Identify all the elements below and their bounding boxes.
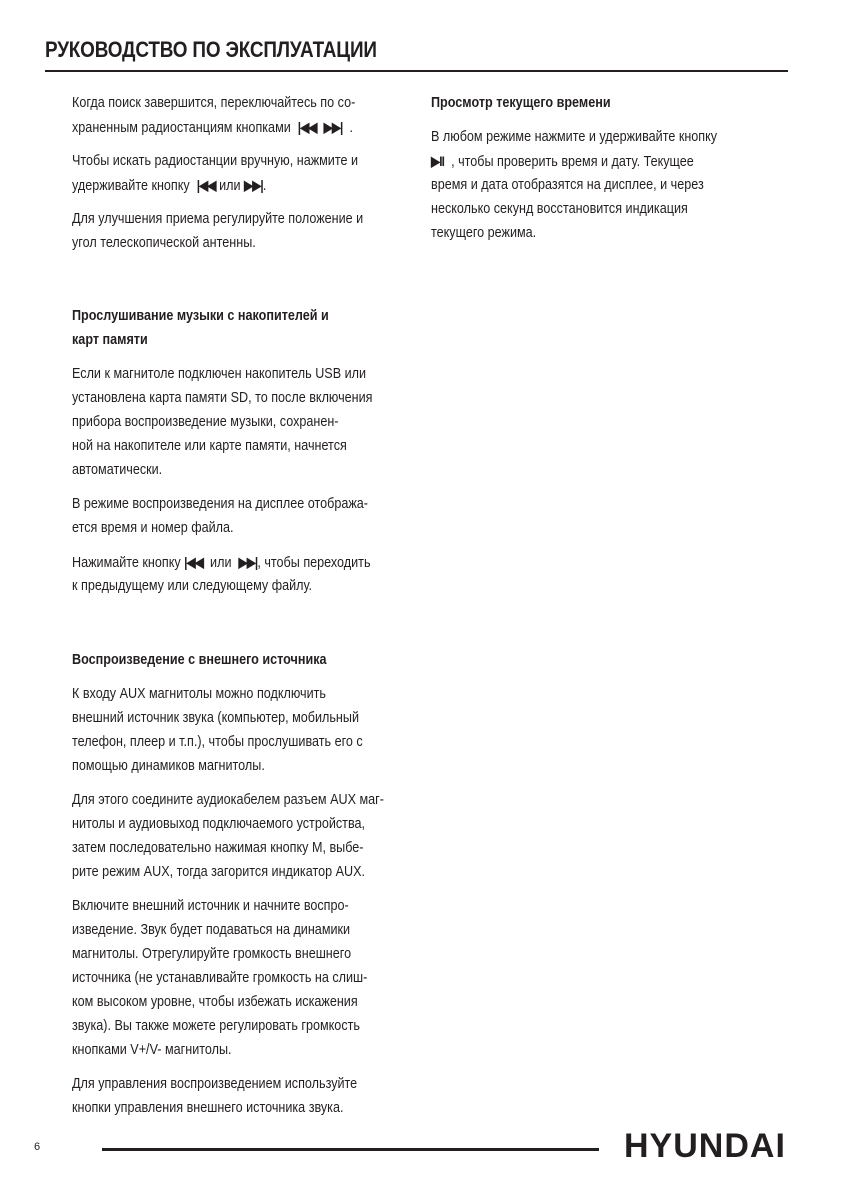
aux-paragraph-4 [72, 1072, 417, 1120]
next-icon: ▶▶| [244, 177, 263, 193]
radio-paragraph-3 [72, 207, 417, 255]
next-icon: ▶▶| [238, 554, 258, 570]
text-line: ется время и номер файла. [72, 519, 234, 536]
text-line: Включите внешний источник и начните воспро- [72, 897, 349, 914]
prev-icon: |◀◀ [184, 554, 204, 570]
text-line: угол телескопической антенны. [72, 234, 256, 251]
aux-paragraph-1 [72, 682, 417, 778]
text-line: Для управления воспроизведением используйте [72, 1075, 358, 1092]
usb-section-heading [72, 304, 417, 352]
play-pause-icon: ▶II [431, 153, 445, 169]
brand-logo: HYUNDAI [624, 1127, 786, 1165]
footer-rule [102, 1148, 599, 1151]
text-line: В любом режиме нажмите и удерживайте кнопку [431, 128, 718, 145]
usb-paragraph-1 [72, 362, 417, 482]
text-fragment: Нажимайте кнопку [72, 554, 181, 571]
text-line: магнитолы. Отрегулируйте громкость внешнего [72, 945, 352, 962]
text-line: Если к магнитоле подключен накопитель USB или [72, 365, 367, 382]
text-line: В режиме воспроизведения на дисплее отобража- [72, 495, 368, 512]
text-line: несколько секунд восстановится индикация [431, 200, 688, 217]
text-line [72, 550, 371, 574]
prev-icon: |◀◀ [196, 177, 216, 193]
text-fragment: удерживайте кнопку [72, 177, 190, 194]
text-line: Чтобы искать радиостанции вручную, нажмите и [72, 152, 359, 169]
text-line: изведение. Звук будет подаваться на динамики [72, 921, 351, 938]
header-rule [45, 70, 788, 72]
text-line: К входу AUX магнитолы можно подключить [72, 685, 326, 702]
text-line: ком высоком уровне, чтобы избежать искажения [72, 993, 358, 1010]
time-paragraph [431, 125, 781, 245]
text-line: Для улучшения приема регулируйте положение и [72, 210, 364, 227]
aux-paragraph-3 [72, 894, 417, 1062]
text-line: звука). Вы также можете регулировать громкость [72, 1017, 360, 1034]
text-line: рите режим AUX, тогда загорится индикатор AUX. [72, 863, 366, 880]
text-line: автоматически. [72, 461, 163, 478]
text-line: нитолы и аудиовыход подключаемого устройства, [72, 815, 366, 832]
heading-line: Воспроизведение с внешнего источника [72, 651, 327, 668]
right-column [431, 91, 781, 255]
text-line [431, 149, 725, 173]
prev-icon: |◀◀ [297, 119, 317, 135]
text-fragment: , чтобы переходить [257, 554, 371, 571]
page-title: РУКОВОДСТВО ПО ЭКСПЛУАТАЦИИ [45, 37, 377, 62]
text-line [72, 173, 362, 197]
text-line: ной на накопителе или карте памяти, начнется [72, 437, 347, 454]
text-line [72, 115, 362, 139]
usb-paragraph-3 [72, 550, 417, 598]
text-line: к предыдущему или следующему файлу. [72, 577, 313, 594]
page-number: 6 [34, 1141, 41, 1153]
usb-paragraph-2 [72, 492, 417, 540]
heading-line: Просмотр текущего времени [431, 94, 611, 111]
text-fragment: , чтобы проверить время и дату. Текущее [451, 153, 694, 170]
text-line: внешний источник звука (компьютер, мобильный [72, 709, 359, 726]
heading-line: карт памяти [72, 331, 148, 348]
text-line: установлена карта памяти SD, то после включения [72, 389, 373, 406]
aux-section-heading [72, 648, 417, 672]
text-line: Для этого соедините аудиокабелем разъем AUX маг- [72, 791, 384, 808]
text-line: кнопки управления внешнего источника звука. [72, 1099, 344, 1116]
time-section-heading [431, 91, 781, 115]
left-column [72, 91, 417, 1130]
text-line: Когда поиск завершится, переключайтесь по со- [72, 94, 356, 111]
text-fragment: или [210, 554, 232, 571]
text-line: источника (не устанавливайте громкость на слиш- [72, 969, 368, 986]
text-line: прибора воспроизведение музыки, сохранен- [72, 413, 339, 430]
next-icon: ▶▶| [323, 119, 343, 135]
heading-line: Прослушивание музыки с накопителей и [72, 307, 329, 324]
text-line: затем последовательно нажимая кнопку M, выбе- [72, 839, 364, 856]
text-line: время и дата отобразятся на дисплее, и через [431, 176, 704, 193]
text-fragment: или [219, 177, 241, 194]
text-line: текущего режима. [431, 224, 537, 241]
radio-paragraph-1 [72, 91, 417, 139]
text-line: помощью динамиков магнитолы. [72, 757, 265, 774]
text-fragment: . [349, 119, 354, 136]
text-line: телефон, плеер и т.п.), чтобы прослушивать его с [72, 733, 363, 750]
radio-paragraph-2 [72, 149, 417, 197]
text-fragment: храненным радиостанциям кнопками [72, 119, 291, 136]
text-fragment: . [262, 177, 267, 194]
aux-paragraph-2 [72, 788, 417, 884]
text-line: кнопками V+/V- магнитолы. [72, 1041, 232, 1058]
